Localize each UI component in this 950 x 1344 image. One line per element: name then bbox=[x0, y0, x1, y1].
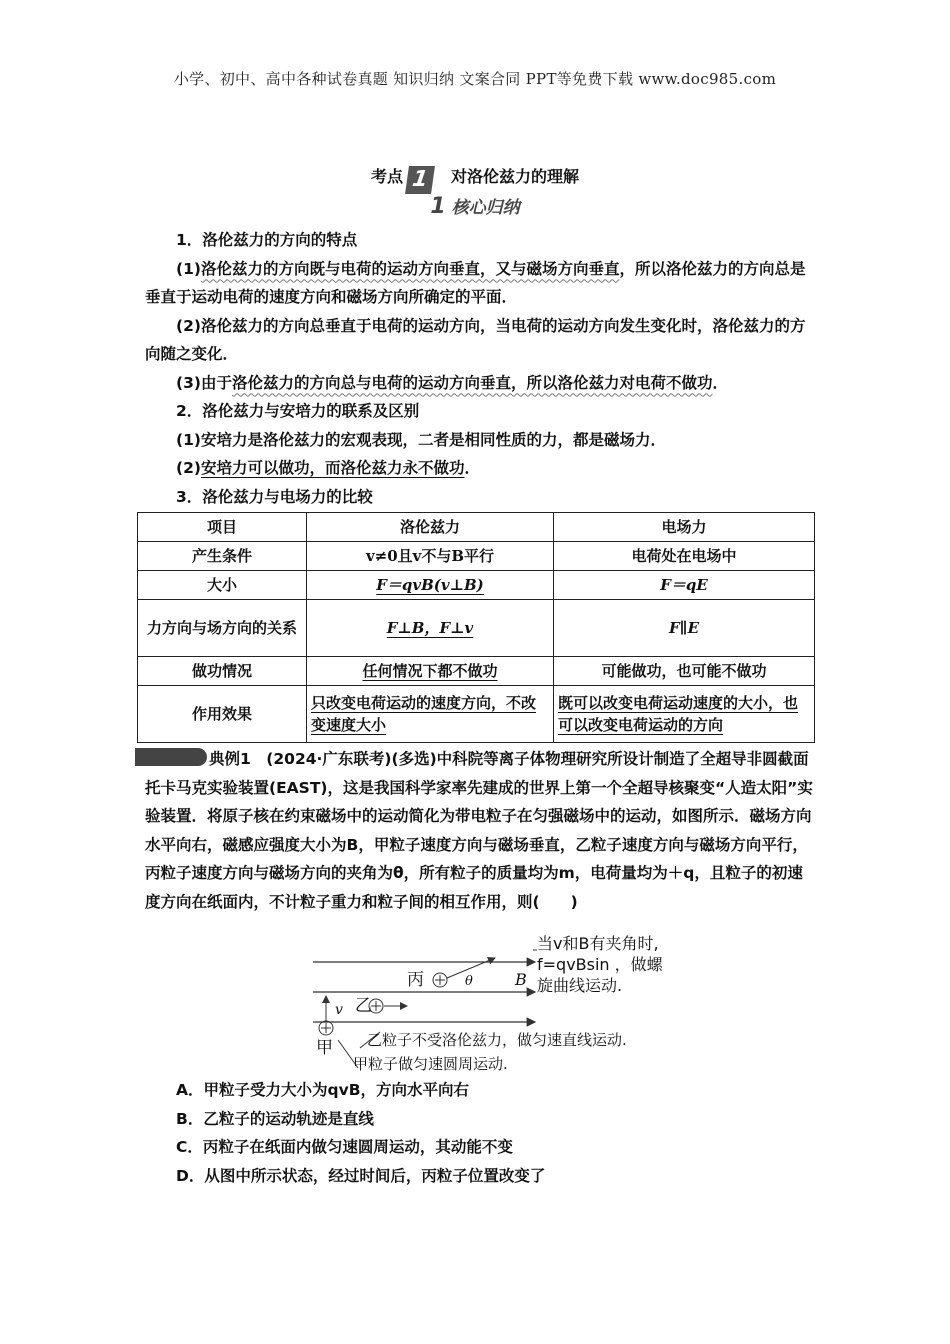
emphasis-underline: 安培力可以做功，而洛伦兹力永不做功 bbox=[200, 459, 465, 477]
table-header-row bbox=[138, 513, 815, 542]
point-heading-2: 2．洛伦兹力与安培力的联系及区别 bbox=[176, 402, 420, 420]
sub-heading-number: 1 bbox=[430, 194, 446, 219]
label-theta: θ bbox=[465, 974, 473, 989]
option-d: D．从图中所示状态，经过时间后，丙粒子位置改变了 bbox=[176, 1166, 546, 1185]
option-a: A．甲粒子受力大小为qvB，方向水平向右 bbox=[176, 1081, 470, 1099]
answer-options bbox=[145, 1076, 815, 1190]
point-paragraph-1: (1)洛伦兹力的方向既与电荷的运动方向垂直，又与磁场方向垂直，所以洛伦兹力的方向总是垂直于运动电荷的速度方向和磁场方向所确定的平面． bbox=[145, 259, 806, 306]
option-b: B．乙粒子的运动轨迹是直线 bbox=[176, 1109, 374, 1128]
note-bing-3: 旋曲线运动. bbox=[537, 976, 623, 995]
table-cell: F＝qvB(v⊥B) bbox=[307, 571, 554, 600]
table-row bbox=[138, 542, 815, 571]
table-row bbox=[138, 657, 815, 686]
table-cell: 只改变电荷运动的速度方向，不改变速度大小 bbox=[307, 686, 554, 743]
point-paragraph-2: (2)洛伦兹力的方向总垂直于电荷的运动方向，当电荷的运动方向发生变化时，洛伦兹力的方向随之变化． bbox=[145, 316, 806, 363]
label-bing: 丙 bbox=[407, 970, 424, 990]
table-cell: 可能做功，也可能不做功 bbox=[554, 657, 815, 686]
section-number-badge: 1 bbox=[405, 166, 435, 194]
table-cell: F＝qE bbox=[554, 571, 815, 600]
table-header-cell: 项目 bbox=[138, 513, 307, 542]
note-yi: 乙粒子不受洛伦兹力，做匀速直线运动. bbox=[367, 1031, 627, 1049]
table-cell: 任何情况下都不做功 bbox=[307, 657, 554, 686]
sub-heading bbox=[0, 193, 950, 219]
point-heading-3: 3．洛伦兹力与电场力的比较 bbox=[176, 487, 373, 506]
sub-heading-title: 核心归纳 bbox=[451, 198, 520, 218]
table-cell: 大小 bbox=[138, 571, 307, 600]
point-heading-1: 1．洛伦兹力的方向的特点 bbox=[176, 231, 358, 249]
example-label: 典例1 bbox=[209, 750, 251, 768]
note-bing-1: 当v和B有夹角时, bbox=[537, 934, 659, 953]
table-cell: 力方向与场方向的关系 bbox=[138, 600, 307, 657]
table-header-cell: 洛伦兹力 bbox=[307, 513, 554, 542]
table-cell: 产生条件 bbox=[138, 542, 307, 571]
label-B: B bbox=[515, 970, 527, 989]
note-jia: 甲粒子做匀速圆周运动. bbox=[353, 1055, 508, 1073]
point-paragraph-3: (3)由于洛伦兹力的方向总与电荷的运动方向垂直，所以洛伦兹力对电荷不做功． bbox=[176, 373, 728, 392]
section-label: 考点 bbox=[370, 167, 403, 186]
table-cell: 作用效果 bbox=[138, 686, 307, 743]
example-paragraph bbox=[145, 745, 815, 916]
option-c: C．丙粒子在纸面内做匀速圆周运动，其动能不变 bbox=[176, 1138, 513, 1156]
example-text: (2024·广东联考)(多选)中科院等离子体物理研究所设计制造了全超导非圆截面托卡马克实验装置(EAST)，这是我国科学家率先建成的世界上第一个全超导核聚变“人造太阳”实验装置．将原子核在约束磁场中的运动简化为带电粒子在匀强磁场中的运动，如图所示．磁场方向水平向右，磁感应强度大小为B，甲粒子速度方向与磁场垂直，乙粒子速度方向与磁场方向平行，丙粒子速度方向与磁场方向的夹角为θ，所有粒子的质量均为m，电荷量均为＋q，且粒子的初速度方向在纸面内，不计粒子重力和粒子间的相互作用，则( ) bbox=[145, 750, 813, 911]
table-cell: 既可以改变电荷运动速度的大小，也可以改变电荷运动的方向 bbox=[554, 686, 815, 743]
table-header-cell: 电场力 bbox=[554, 513, 815, 542]
label-v: v bbox=[335, 1002, 343, 1018]
label-yi: 乙 bbox=[355, 996, 372, 1016]
point-paragraph-4: (1)安培力是洛伦兹力的宏观表现，二者是相同性质的力，都是磁场力． bbox=[176, 430, 666, 449]
section-heading bbox=[0, 164, 950, 194]
table-cell: 做功情况 bbox=[138, 657, 307, 686]
note-bing-2: f=qvBsin ，做螺 bbox=[537, 955, 663, 974]
table-row bbox=[138, 571, 815, 600]
table-cell: v≠0且v不与B平行 bbox=[307, 542, 554, 571]
point-paragraph-5: (2)安培力可以做功，而洛伦兹力永不做功． bbox=[176, 459, 480, 477]
label-jia: 甲 bbox=[316, 1038, 333, 1058]
table-row bbox=[138, 600, 815, 657]
main-content bbox=[145, 226, 815, 1190]
comparison-table bbox=[137, 512, 815, 743]
table-cell: F∥E bbox=[554, 600, 815, 657]
example-tag-icon bbox=[135, 748, 207, 766]
table-row bbox=[138, 686, 815, 743]
emphasis-wavy: 洛伦兹力的方向既与电荷的运动方向垂直，又与磁场方向垂直 bbox=[200, 259, 620, 278]
site-banner: 小学、初中、高中各种试卷真题 知识归纳 文案合同 PPT等免费下载 www.doc985.com bbox=[173, 70, 777, 88]
particle-motion-figure bbox=[145, 922, 815, 1072]
section-title: 对洛伦兹力的理解 bbox=[451, 167, 580, 186]
table-cell: F⊥B，F⊥v bbox=[307, 600, 554, 657]
emphasis-wavy: 洛伦兹力的方向总与电荷的运动方向垂直，所以洛伦兹力对电荷不做功 bbox=[231, 373, 713, 392]
table-cell: 电荷处在电场中 bbox=[554, 542, 815, 571]
